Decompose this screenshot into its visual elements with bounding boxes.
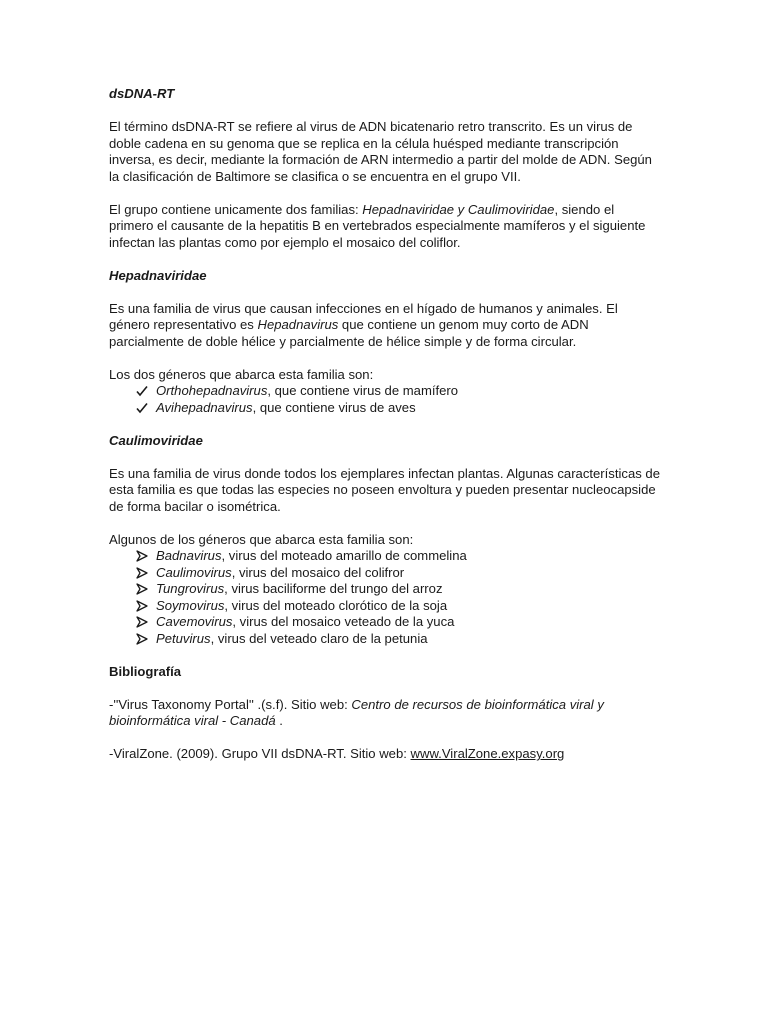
list-item (109, 614, 661, 631)
bibliography-heading: Bibliografía (109, 663, 182, 679)
genus-name: Badnavirus (156, 548, 222, 563)
arrow-bullet-icon (134, 581, 150, 597)
check-icon (134, 383, 150, 399)
document-body (109, 86, 661, 763)
genus-name: Soymovirus (156, 597, 225, 613)
genus-description: , virus del veteado claro de la petunia (210, 630, 428, 646)
genus-name: Avihepadnavirus (156, 399, 253, 415)
arrow-bullet-icon (134, 548, 150, 564)
genus-name: Cavemovirus (156, 614, 233, 629)
arrow-bullet-icon (134, 614, 150, 630)
genus-description: , virus del mosaico del colifror (231, 564, 405, 580)
list-item (109, 581, 661, 598)
section-heading-caulimoviridae: Caulimoviridae (109, 432, 203, 448)
genus-name: Caulimovirus (156, 564, 232, 580)
hepadnaviridae-list-intro: Los dos géneros que abarca esta familia son: (109, 366, 374, 382)
caulimoviridae-paragraph: Es una familia de virus donde todos los ejemplares infectan plantas. Algunas características de esta familia es que todas las especies no poseen envoltura y pueden presentar nucleocapside de forma bacilar o isométrica. (109, 465, 660, 514)
hepadnaviridae-paragraph: Es una familia de virus que causan infecciones en el hígado de humanos y animales. El género representativo es Hepadnavirus que contiene un genom muy corto de ADN parcialmente de doble hélice y parcialmente de hélice simple y de forma circular. (109, 300, 618, 349)
genus-description: , virus baciliforme del trungo del arroz (224, 581, 443, 596)
arrow-bullet-icon (134, 565, 150, 581)
section-heading-hepadnaviridae: Hepadnaviridae (109, 267, 207, 283)
check-icon (134, 400, 150, 416)
list-item (109, 598, 661, 615)
genus-name: Petuvirus (156, 630, 211, 646)
list-item (109, 383, 661, 400)
list-item (109, 400, 661, 417)
bibliography-reference-1: -''Virus Taxonomy Portal'' .(s.f). Sitio web: Centro de recursos de bioinformática viral y bioinformática viral - Canadá . (109, 696, 604, 728)
list-item (109, 565, 661, 582)
arrow-bullet-icon (134, 631, 150, 647)
caulimoviridae-genus-list (109, 548, 661, 647)
arrow-bullet-icon (134, 598, 150, 614)
genus-italic: Hepadnavirus (257, 317, 339, 332)
bibliography-reference-2: -ViralZone. (2009). Grupo VII dsDNA-RT. Sitio web: www.ViralZone.expasy.org (109, 746, 565, 761)
families-italic: Hepadnaviridae y Caulimoviridae (362, 201, 555, 217)
intro-paragraph-1: El término dsDNA-RT se refiere al virus de ADN bicatenario retro transcrito. Es un virus de doble cadena en su genoma que se replica en la célula huésped mediante transcripción inversa, es decir, mediante la formación de ARN intermedio a partir del molde de ADN. Según la clasificación de Baltimore se clasifica o se encuentra en el grupo VII. (109, 119, 652, 184)
list-item (109, 548, 661, 565)
reference-source-italic: Centro de recursos de bioinformática viral y bioinformática viral - Canadá (109, 696, 604, 728)
genus-description: , virus del mosaico veteado de la yuca (232, 614, 455, 629)
genus-description: , que contiene virus de mamífero (267, 383, 459, 398)
genus-description: , virus del moteado amarillo de commelina (221, 548, 467, 563)
genus-description: , virus del moteado clorótico de la soja (224, 597, 448, 613)
list-item (109, 631, 661, 648)
genus-name: Orthohepadnavirus (156, 383, 268, 398)
hepadnaviridae-genus-list (109, 383, 661, 416)
intro-paragraph-2: El grupo contiene unicamente dos familias: Hepadnaviridae y Caulimoviridae, siendo el primero el causante de la hepatitis B en vertebrados especialmente mamíferos y el siguiente infectan las plantas como por ejemplo el mosaico del coliflor. (109, 201, 646, 250)
caulimoviridae-list-intro: Algunos de los géneros que abarca esta familia son: (109, 531, 414, 547)
viralzone-link[interactable]: www.ViralZone.expasy.org (410, 746, 565, 761)
document-title: dsDNA-RT (109, 86, 175, 101)
genus-description: , que contiene virus de aves (252, 399, 416, 415)
genus-name: Tungrovirus (156, 581, 225, 596)
